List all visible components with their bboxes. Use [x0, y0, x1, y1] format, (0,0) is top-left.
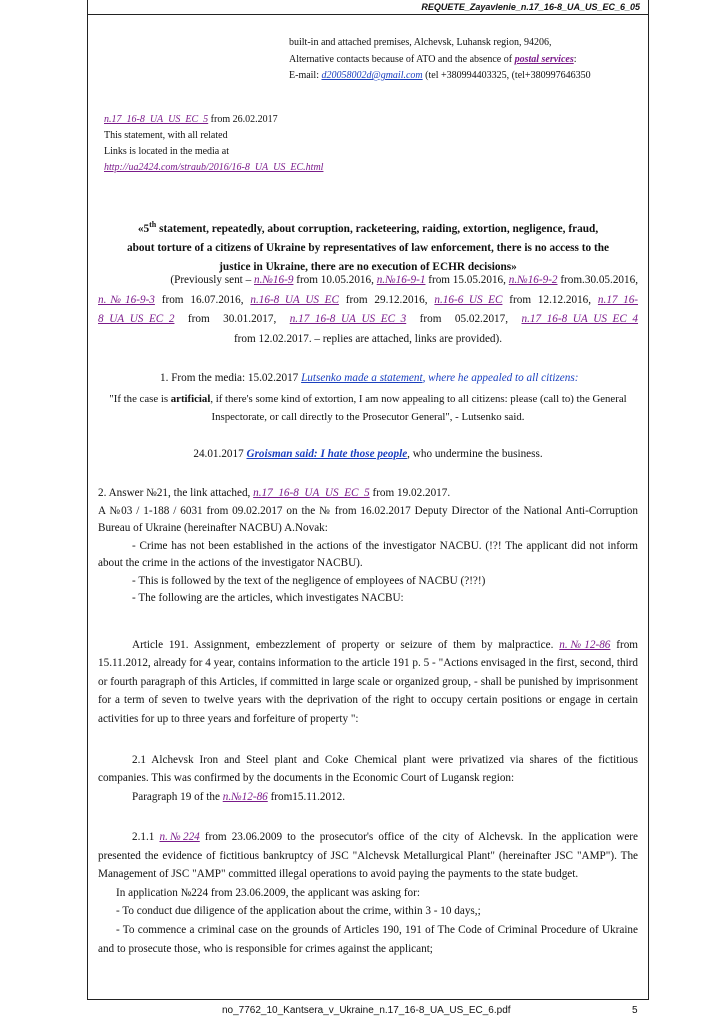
groisman-line: 24.01.2017 Groisman said: I hate those people, who undermine the business.	[193, 448, 543, 460]
title-line-2: about torture of a citizens of Ukraine by representatives of law enforcement, there is no access to the	[126, 241, 610, 254]
section-2-1-ref-link[interactable]: n.№12-86	[222, 790, 268, 803]
section-2-1-1	[98, 828, 638, 958]
section-2-1-para: 2.1 Alchevsk Iron and Steel plant and Coke Chemical plant were privatized via shares of the fictitious companies. This was confirmed by the documents in the Economic Court of Lugansk region:	[98, 754, 638, 785]
note-url	[104, 162, 323, 173]
answer-heading: 2. Answer №21, the link attached, n.17_16-8_UA_US_EC_5 from 19.02.2017.	[98, 487, 451, 499]
media-line-1: 1. From the media: 15.02.2017 Lutsenko made a statement, where he appealed to all citizens:	[160, 372, 579, 384]
note-date: from 26.02.2017	[208, 114, 278, 125]
media-url-link[interactable]: http://ua2424.com/straub/2016/16-8_UA_US_EC.html	[104, 162, 324, 173]
address-line-2	[289, 54, 577, 65]
answer-para-4: - The following are the articles, which investigates NACBU:	[132, 592, 404, 604]
ref-link-16-9-3[interactable]: n.№16-9-3	[98, 293, 155, 306]
answer-para-3: - This is followed by the text of the negligence of employees of NACBU (?!?!)	[132, 574, 486, 587]
prev-line-3: 8_UA_US_EC_2 from 30.01.2017, n.17_16-8_UA_US_EC_3 from 05.02.2017, n.17_16-8_UA_US_EC_4	[98, 313, 639, 326]
ref-link-16-9[interactable]: n.№16-9	[253, 274, 294, 286]
application-224-link[interactable]: n.№224	[159, 831, 200, 843]
media-quote	[92, 390, 644, 426]
frame-top-line	[87, 14, 649, 15]
quote-line-1: "If the case is artificial, if there's some kind of extortion, I am now appealing to all citizens: please (call to) the General	[109, 393, 627, 405]
ref-link-16-8-ua-us-ec[interactable]: n.16-8_UA_US_EC	[250, 293, 339, 306]
address-line-1: built-in and attached premises, Alchevsk, Luhansk region, 94206,	[289, 37, 552, 48]
email-link[interactable]: d20058002d@gmail.com	[321, 70, 423, 81]
postal-services-link[interactable]: postal services	[514, 54, 574, 65]
answer-para-1: A №03 / 1-188 / 6031 from 09.02.2017 on the № from 16.02.2017 Deputy Director of the National Anti-Corruption Bureau of Ukraine (hereinafter NACBU) A.Novak:	[98, 504, 638, 534]
title-line-1: «5th statement, repeatedly, about corruption, racketeering, raiding, extortion, negligence, fraud,	[137, 220, 599, 235]
section-2-1-1-request: In application №224 from 23.06.2009, the applicant was asking for:	[116, 886, 420, 899]
phone-numbers: (tel +380994403325, (tel+380997646350	[422, 70, 591, 81]
prev-line-1: (Previously sent – n.№16-9 from 10.05.2016, n.№16-9-1 from 15.05.2016, n.№16-9-2 from.30.05.2016,	[170, 274, 638, 286]
frame-right-line	[648, 0, 649, 1000]
section-2-1-1-para: 2.1.1 n.№224 from 23.06.2009 to the prosecutor's office of the city of Alchevsk. In the application were presented the evidence of fictitious bankruptcy of JSC "Alchevsk Metallurgical Plant" (hereinafter JSC "AMP"). The Management of JSC "AMP" committed illegal operations to avoid paying the payments to the state budget.	[98, 831, 638, 881]
note-line-2: This statement, with all related	[104, 130, 228, 141]
ref-link-17-16-4[interactable]: n.17_16-8_UA_US_EC_4	[521, 313, 639, 326]
ref-link-17-16-2-start[interactable]: n.17_16-	[597, 293, 639, 306]
statement-title	[92, 215, 644, 277]
answer-section	[98, 485, 638, 608]
prev-line-2: n.№16-9-3 from 16.07.2016, n.16-8_UA_US_EC from 29.12.2016, n.16-6_US_EC from 12.12.2016, n.17_16-	[98, 293, 639, 306]
article-ref-link[interactable]: n.№12-86	[559, 639, 611, 651]
article-191-para: Article 191. Assignment, embezzlement of property or seizure of them by malpractice. n.№12-86 from 15.11.2012, already for 4 year, contains information to the article 191 p. 5 - "Actions envisaged in the first, second, third or fourth paragraph of this Articles, if committed in large scale or organized group, - shall be punished by imprisonment for a term of seven to twelve years with the deprivation of the right to occupy certain positions or engage in certain activities for up to three years and forfeiture of property ":	[98, 639, 639, 725]
answer-para-2: - Crime has not been established in the actions of the investigator NACBU. (!?! The applicant did not inform about the crime in the actions of the investigator NACBU).	[98, 539, 638, 569]
note-line-3: Links is located in the media at	[104, 146, 229, 157]
address-line-2-end: :	[573, 54, 577, 65]
address-line-3	[289, 70, 591, 81]
groisman-link[interactable]: Groisman said: I hate those people	[246, 448, 408, 460]
email-label: E-mail:	[289, 70, 322, 81]
ref-link-16-9-2[interactable]: n.№16-9-2	[508, 274, 558, 286]
section-2-1-paragraph-ref: Paragraph 19 of the n.№12-86 from15.11.2012.	[132, 790, 346, 803]
frame-left-line	[87, 0, 88, 1000]
address-line-2-text: Alternative contacts because of ATO and the absence of	[289, 54, 515, 65]
previously-sent	[98, 271, 638, 350]
lutsenko-statement-link[interactable]: Lutsenko made a statement	[301, 372, 423, 384]
answer-ref-link[interactable]: n.17_16-8_UA_US_EC_5	[253, 487, 370, 499]
section-2-1-1-item-1: - To conduct due diligence of the application about the crime, within 3 - 10 days,;	[116, 905, 481, 918]
footer-filename: no_7762_10_Kantsera_v_Ukraine_n.17_16-8_UA_US_EC_6.pdf	[222, 1005, 511, 1016]
prev-line-4: from 12.02.2017. – replies are attached, links are provided).	[233, 333, 503, 346]
section-2-1-1-item-2: - To commence a criminal case on the grounds of Articles 190, 191 of The Code of Criminal Procedure of Ukraine and to prosecute those, who is responsible for crimes against the applicant;	[98, 923, 638, 955]
footer-page-number: 5	[632, 1005, 638, 1016]
article-191-section	[98, 636, 638, 728]
ref-link-16-6-us-ec[interactable]: n.16-6_US_EC	[434, 293, 503, 306]
title-line-3: justice in Ukraine, there are no execution of ECHR decisions»	[219, 260, 517, 273]
document-header-ref: REQUETE_Zayavlenie_n.17_16-8_UA_US_EC_6_05	[421, 2, 640, 12]
section-2-1	[98, 751, 638, 806]
ref-link-17-16-3[interactable]: n.17_16-8_UA_US_EC_3	[289, 313, 407, 326]
note-line-1	[104, 114, 278, 125]
note-ref-link[interactable]: n.17_16-8_UA_US_EC_5	[104, 114, 209, 125]
ref-link-17-16-2-end[interactable]: 8_UA_US_EC_2	[98, 313, 175, 326]
frame-bottom-line	[87, 999, 649, 1000]
quote-line-2: Inspectorate, or call directly to the Prosecutor General", - Lutsenko said.	[211, 411, 525, 423]
ref-link-16-9-1[interactable]: n.№16-9-1	[376, 274, 426, 286]
